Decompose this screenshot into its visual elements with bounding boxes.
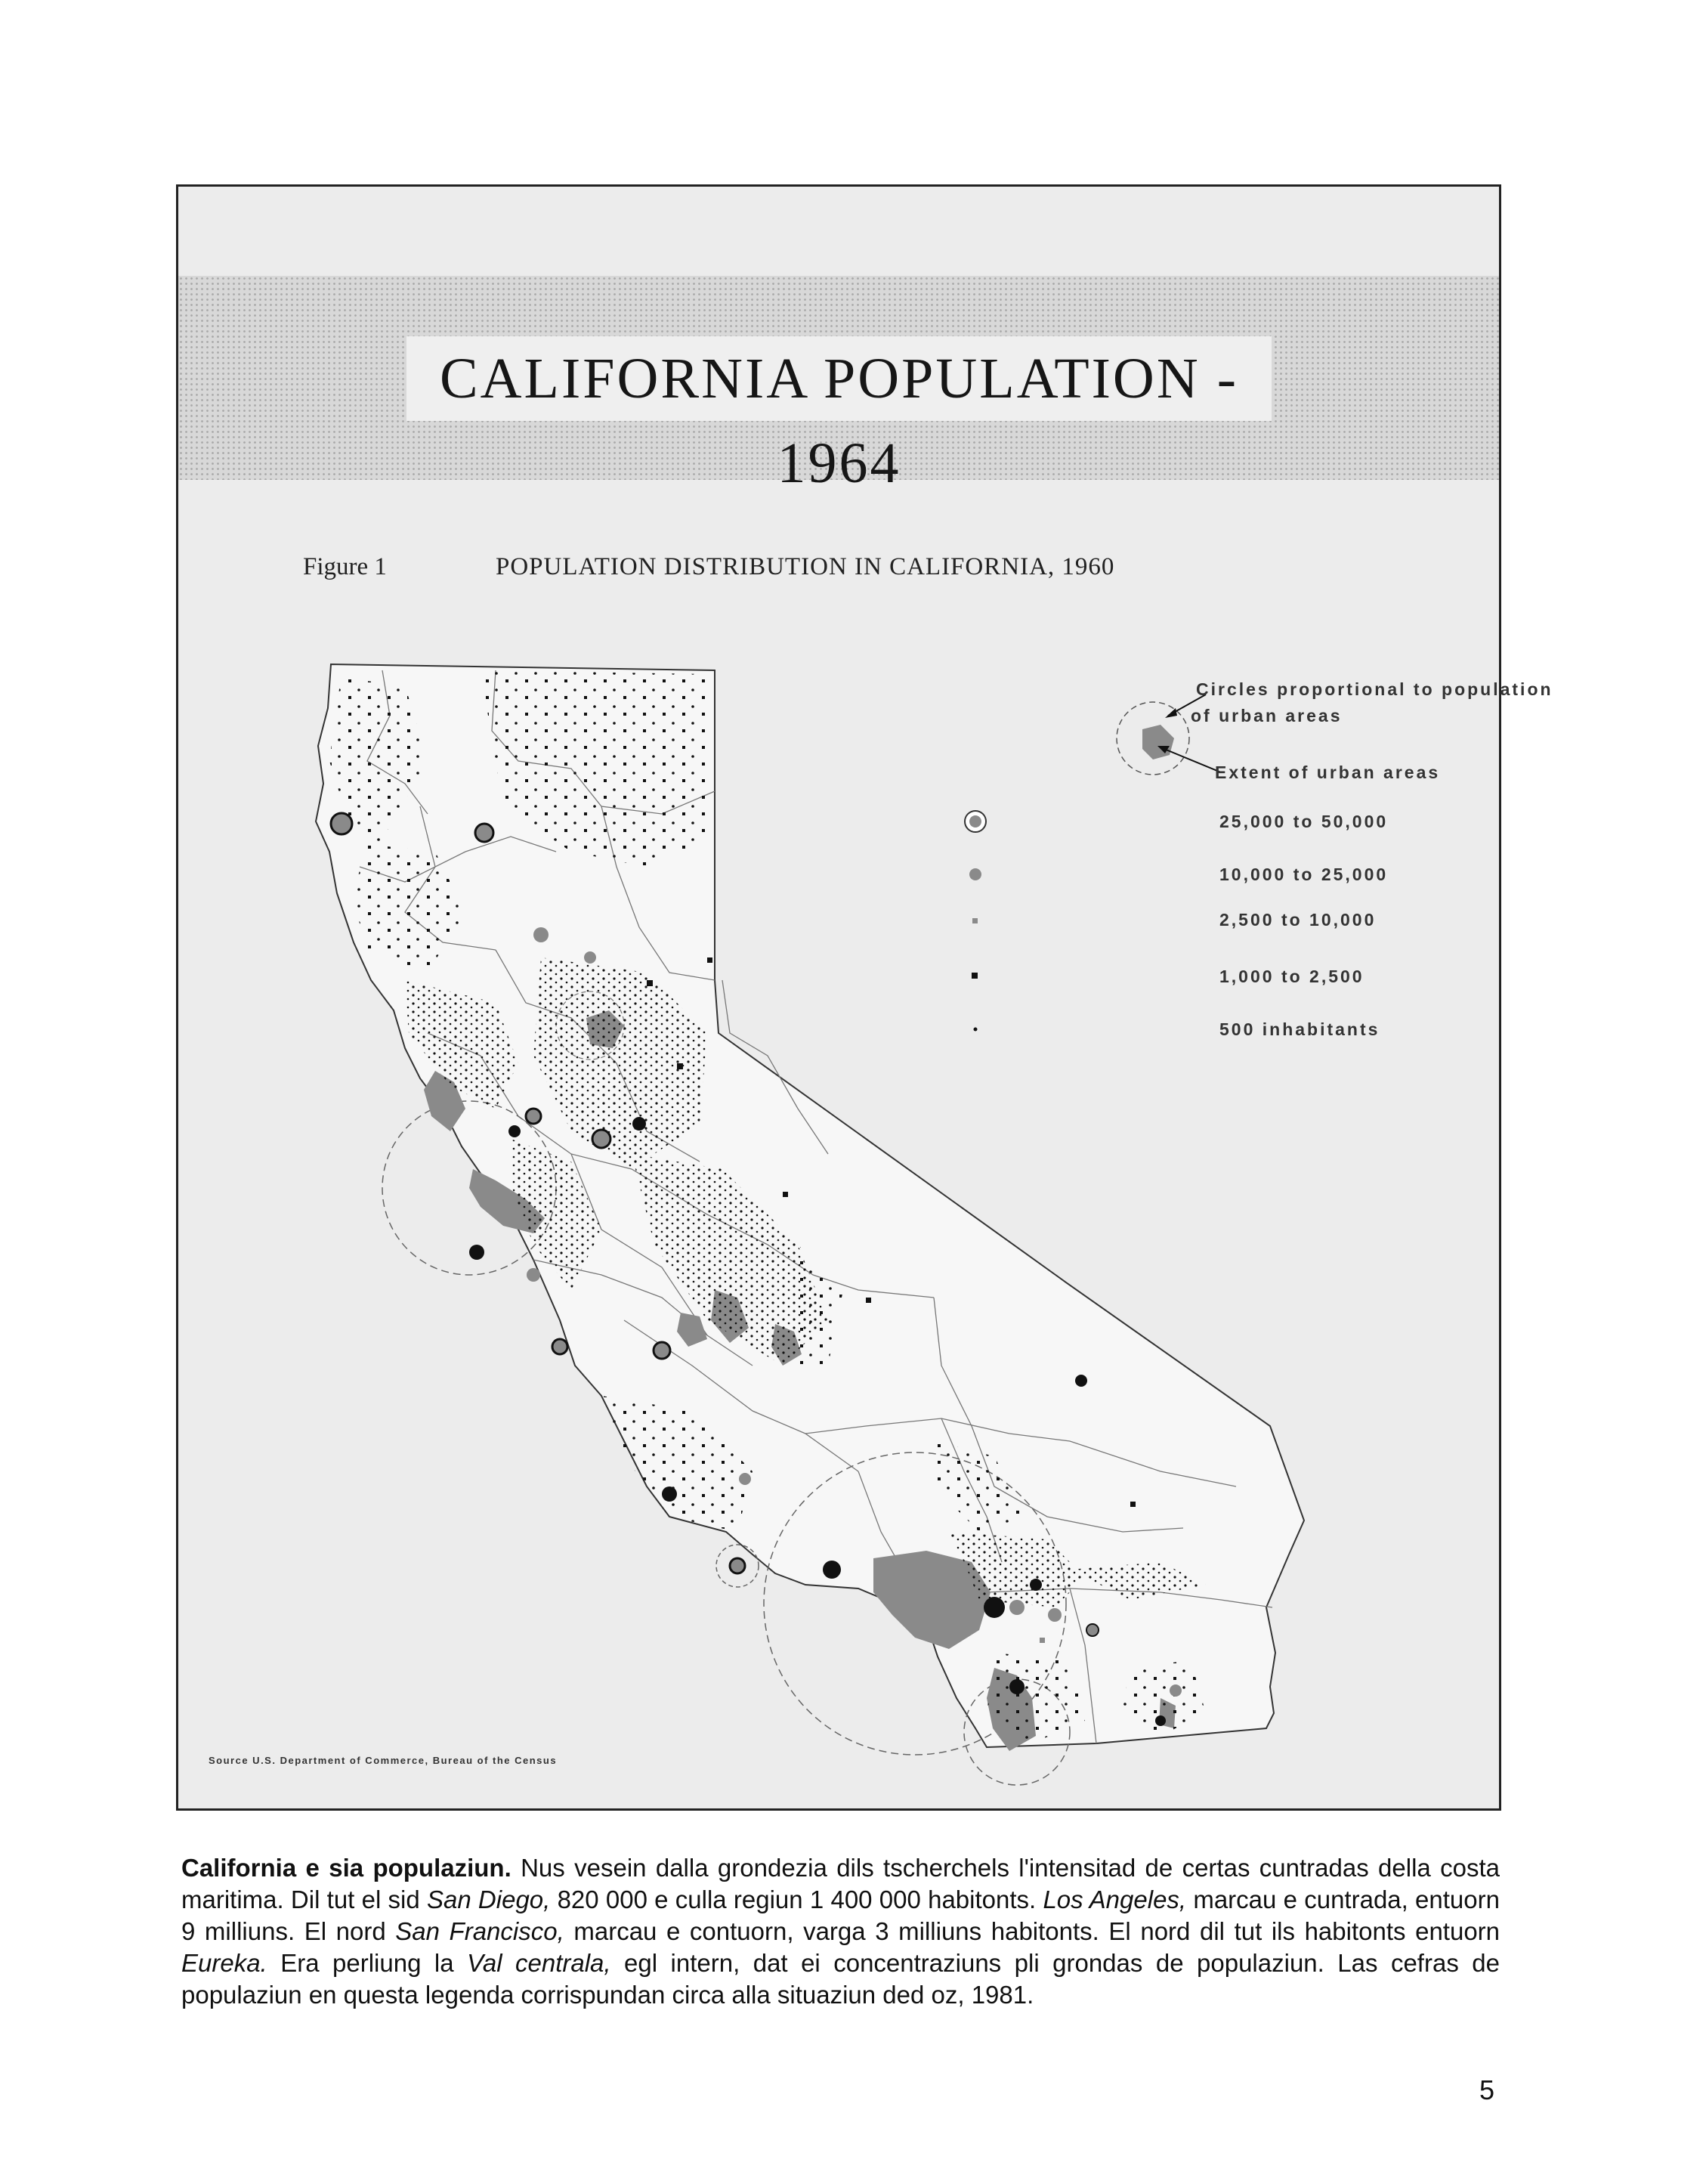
caption-lead: California e sia populaziun. <box>181 1854 511 1882</box>
legend-circles-note-line2: of urban areas <box>1191 706 1343 725</box>
legend-extent-note: Extent of urban areas <box>1215 763 1441 782</box>
figure-frame <box>176 184 1553 1811</box>
legend-item-label: 1,000 to 2,500 <box>1219 967 1364 986</box>
caption-region: Val centrala, <box>467 1949 611 1977</box>
legend-circles-note: Circles proportional to population <box>1196 679 1553 699</box>
legend-item-label: 2,500 to 10,000 <box>1219 910 1377 930</box>
caption <box>181 1852 1500 2011</box>
caption-city: Eureka. <box>181 1949 267 1977</box>
caption-text: egl intern, dat ei concentraziuns pli grondas de populaziun. Las cefras de populaziun en questa legenda corrispundan circa alla situaziun ded oz, 1981. <box>181 1949 1500 2009</box>
caption-text: Nus vesein dalla grondezia dils tscherchels l'intensitad de certas cuntradas della costa maritima. Dil tut el sid <box>181 1854 1500 1913</box>
california-map <box>178 187 1504 1813</box>
legend-large-dot <box>969 868 981 880</box>
legend-square <box>972 973 978 979</box>
legend-item-label: 500 inhabitants <box>1219 1019 1380 1039</box>
legend-small-square <box>972 918 978 923</box>
banner-title: CALIFORNIA POPULATION - 1964 <box>406 336 1272 421</box>
figure-label: Figure 1 <box>303 553 387 580</box>
caption-text: marcau e cuntrada, entuorn 9 milliuns. El nord <box>181 1885 1500 1945</box>
caption-text: 820 000 e culla regiun 1 400 000 habitonts. <box>550 1885 1043 1913</box>
legend-symbols <box>965 694 1221 1032</box>
source-note: Source U.S. Department of Commerce, Bureau of the Census <box>209 1755 558 1766</box>
legend-item-label: 25,000 to 50,000 <box>1219 812 1389 831</box>
figure-title: POPULATION DISTRIBUTION IN CALIFORNIA, 1960 <box>496 553 1115 580</box>
caption-text: Era perliung la <box>267 1949 468 1977</box>
caption-text: marcau e contuorn, varga 3 milliuns habitonts. El nord dil tut ils habitonts entuorn <box>564 1917 1500 1945</box>
page-number: 5 <box>1479 2074 1495 2105</box>
legend-item-label: 10,000 to 25,000 <box>1219 865 1389 884</box>
legend-small-dot <box>974 1028 978 1032</box>
caption-city: San Diego, <box>426 1885 551 1913</box>
legend-urban-shape <box>1142 725 1174 759</box>
caption-city: San Francisco, <box>395 1917 564 1945</box>
caption-city: Los Angeles, <box>1043 1885 1187 1913</box>
